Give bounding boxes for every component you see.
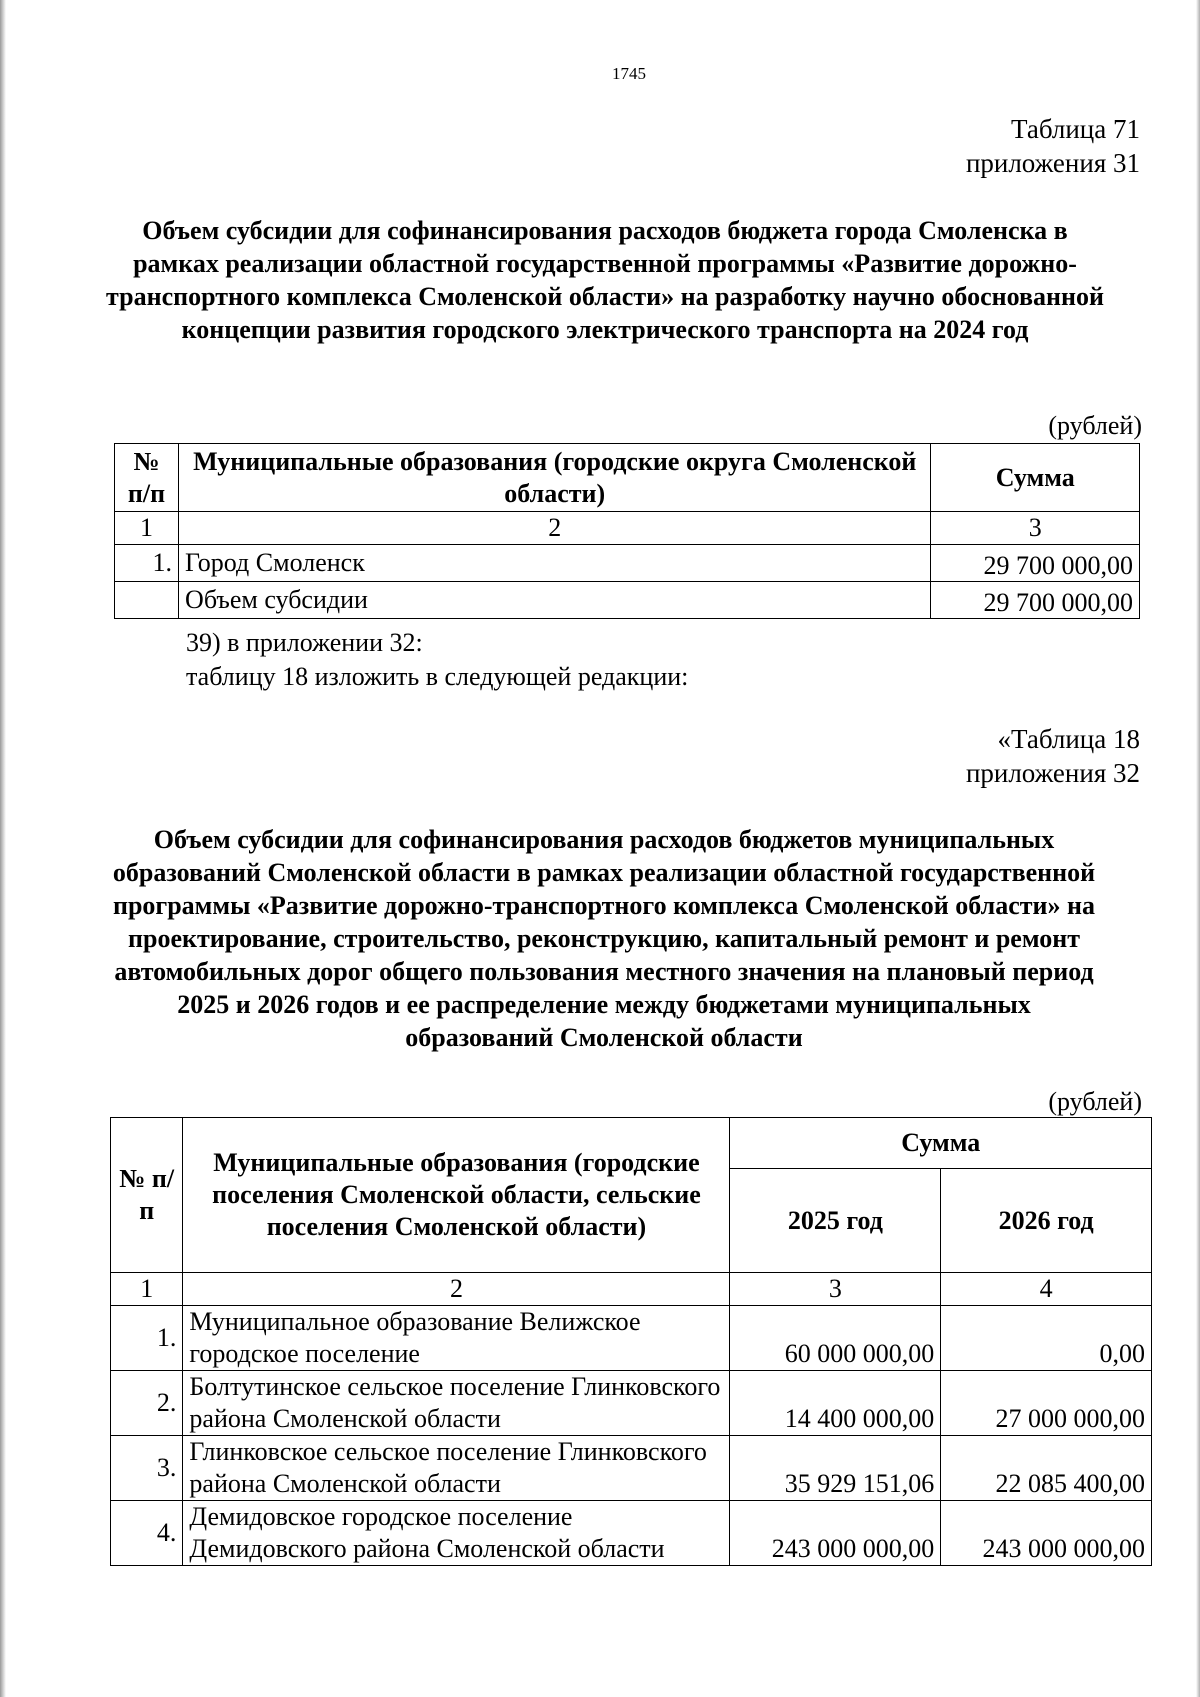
column-number: 2 <box>183 1273 730 1306</box>
column-number-row <box>115 512 1140 545</box>
header-sum: Сумма <box>931 444 1140 512</box>
header-number: № п/п <box>111 1118 183 1273</box>
table-header-row <box>115 444 1140 512</box>
row-sum-2025: 243 000 000,00 <box>730 1501 941 1566</box>
scan-edge-left <box>0 0 6 1697</box>
column-number: 3 <box>730 1273 941 1306</box>
table-header-row <box>111 1118 1152 1169</box>
column-number: 1 <box>115 512 179 545</box>
table71-caption <box>966 112 1140 180</box>
row-municipality: Глинковское сельское поселение Глинковского района Смоленской области <box>183 1436 730 1501</box>
row-number: 1. <box>115 545 179 582</box>
row-sum-2026: 0,00 <box>941 1306 1152 1371</box>
row-number <box>115 582 179 619</box>
table71-heading: Объем субсидии для софинансирования расходов бюджета города Смоленска в рамках реализации областной государственной программы «Развитие дорожно-транспортного комплекса Смоленской области» на разработку научно обоснованной концепции развития городского электрического транспорта на 2024 год <box>106 216 1104 344</box>
amendment-line1: 39) в приложении 32: <box>186 628 423 657</box>
header-municipality: Муниципальные образования (городские округа Смоленской области) <box>179 444 931 512</box>
table18-caption <box>966 722 1140 790</box>
table71-unit: (рублей) <box>1048 411 1142 440</box>
table18 <box>110 1117 1152 1566</box>
row-number: 4. <box>111 1501 183 1566</box>
column-number: 1 <box>111 1273 183 1306</box>
row-sum: 29 700 000,00 <box>931 545 1140 582</box>
row-number: 1. <box>111 1306 183 1371</box>
row-sum-2025: 60 000 000,00 <box>730 1306 941 1371</box>
table-row <box>111 1371 1152 1436</box>
row-municipality: Болтутинское сельское поселение Глинковского района Смоленской области <box>183 1371 730 1436</box>
table-row <box>111 1501 1152 1566</box>
row-municipality: Город Смоленск <box>179 545 931 582</box>
row-municipality: Муниципальное образование Велижское городское поселение <box>183 1306 730 1371</box>
column-number: 2 <box>179 512 931 545</box>
column-number: 4 <box>941 1273 1152 1306</box>
header-number: № п/п <box>115 444 179 512</box>
row-sum-2025: 14 400 000,00 <box>730 1371 941 1436</box>
header-sum: Сумма <box>730 1118 1152 1169</box>
table-total-row <box>115 582 1140 619</box>
table18-caption-line2: приложения 32 <box>965 758 1140 788</box>
page-number: 1745 <box>612 64 646 83</box>
amendment-line2: таблицу 18 изложить в следующей редакции: <box>186 662 689 691</box>
header-year-2026: 2026 год <box>941 1169 1152 1273</box>
row-sum-2026: 27 000 000,00 <box>941 1371 1152 1436</box>
scan-edge-right <box>1196 0 1200 1697</box>
table18-heading: Объем субсидии для софинансирования расходов бюджетов муниципальных образований Смоленской области в рамках реализации областной государственной программы «Развитие дорожно-транспортного комплекса Смоленской области» на проектирование, строительство, реконструкцию, капитальный ремонт и ремонт автомобильных дорог общего пользования местного значения на плановый период 2025 и 2026 годов и ее распределение между бюджетами муниципальных образований Смоленской области <box>112 825 1096 1052</box>
row-sum-2026: 22 085 400,00 <box>941 1436 1152 1501</box>
row-municipality: Объем субсидии <box>179 582 931 619</box>
row-sum: 29 700 000,00 <box>931 582 1140 619</box>
row-sum-2025: 35 929 151,06 <box>730 1436 941 1501</box>
header-municipality: Муниципальные образования (городские поселения Смоленской области, сельские поселения Смоленской области) <box>183 1118 730 1273</box>
column-number: 3 <box>931 512 1140 545</box>
table-row <box>111 1436 1152 1501</box>
table18-unit: (рублей) <box>1048 1087 1142 1116</box>
row-sum-2026: 243 000 000,00 <box>941 1501 1152 1566</box>
table71 <box>114 443 1140 619</box>
header-year-2025: 2025 год <box>730 1169 941 1273</box>
table-row <box>111 1306 1152 1371</box>
table-row <box>115 545 1140 582</box>
table18-caption-line1: «Таблица 18 <box>997 724 1140 754</box>
table71-caption-line1: Таблица 71 <box>1011 114 1140 144</box>
row-municipality: Демидовское городское поселение Демидовского района Смоленской области <box>183 1501 730 1566</box>
row-number: 3. <box>111 1436 183 1501</box>
column-number-row <box>111 1273 1152 1306</box>
table71-caption-line2: приложения 31 <box>965 148 1140 178</box>
row-number: 2. <box>111 1371 183 1436</box>
